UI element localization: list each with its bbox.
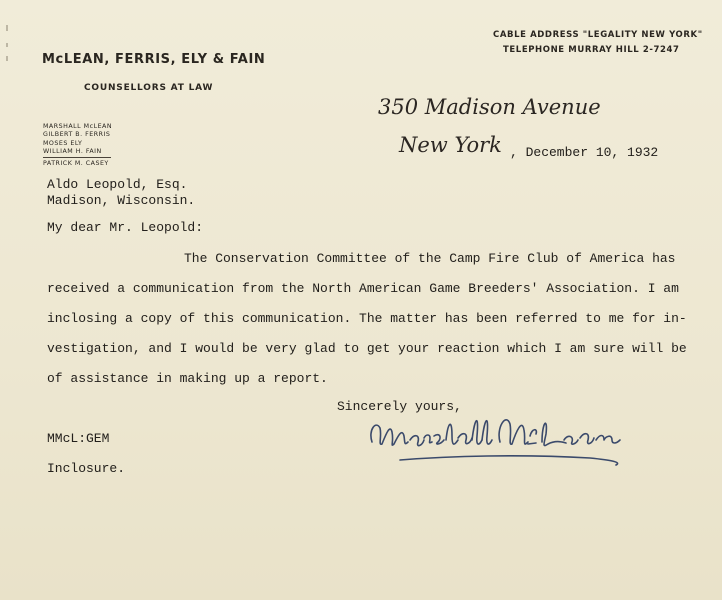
body-line: of assistance in making up a report. [47,371,328,386]
paper-edge-mark [6,25,8,61]
closing: Sincerely yours, [337,399,462,414]
associate-name: PATRICK M. CASEY [43,160,109,168]
handwritten-signature [360,402,660,482]
address-city: New York [399,133,502,157]
partner-name: GILBERT B. FERRIS [43,131,111,139]
salutation: My dear Mr. Leopold: [47,220,204,235]
firm-subtitle: COUNSELLORS AT LAW [84,83,214,93]
body-line: inclosing a copy of this communication. The matter has been referred to me for in- [47,311,687,326]
address-street: 350 Madison Avenue [378,95,601,119]
partner-name: MOSES ELY [43,139,83,147]
partner-name: WILLIAM H. FAIN [43,147,102,155]
cable-address: CABLE ADDRESS "LEGALITY NEW YORK" [493,30,703,40]
letter-date: , December 10, 1932 [510,145,659,160]
enclosure-note: Inclosure. [47,461,126,476]
recipient-location: Madison, Wisconsin. [47,193,196,208]
partner-name: MARSHALL McLEAN [43,123,113,130]
body-line: vestigation, and I would be very glad to get your reaction which I am sure will be [47,341,687,356]
body-line: The Conservation Committee of the Camp Fire Club of America has [184,251,676,266]
partner-list [43,123,112,168]
reference-initials: MMcL:GEM [47,431,110,446]
body-line: received a communication from the North American Game Breeders' Association. I am [47,281,679,296]
firm-name: McLEAN, FERRIS, ELY & FAIN [42,52,266,67]
recipient-name: Aldo Leopold, Esq. [47,177,188,192]
partner-divider [43,157,111,158]
telephone: TELEPHONE MURRAY HILL 2-7247 [503,45,680,55]
